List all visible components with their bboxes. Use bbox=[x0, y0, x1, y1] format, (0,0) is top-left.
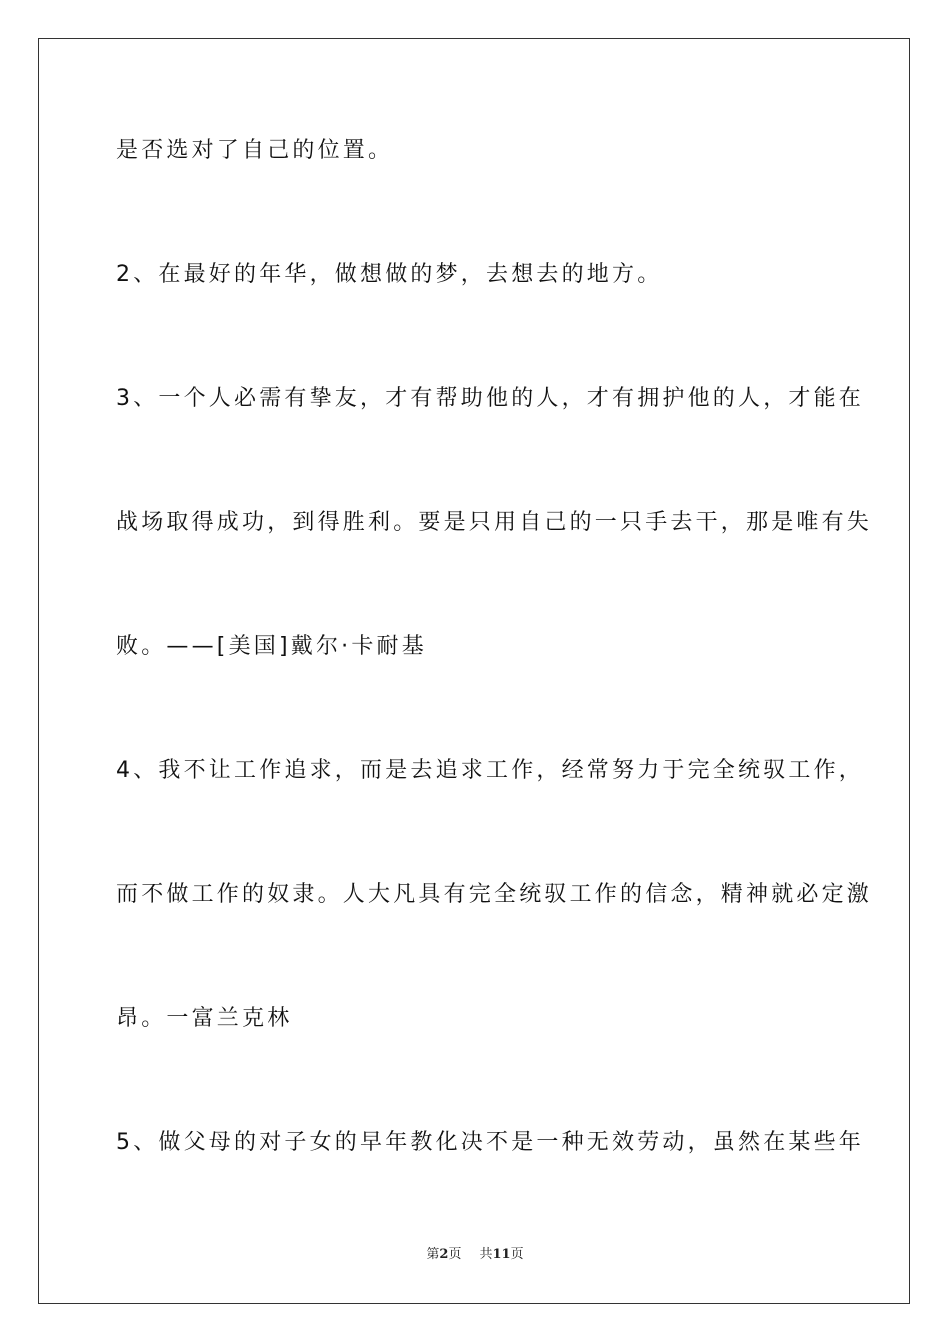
text-line: 败。——[美国]戴尔·卡耐基 bbox=[116, 634, 427, 659]
text-line: 昂。一富兰克林 bbox=[116, 1006, 293, 1031]
text-line: 而不做工作的奴隶。人大凡具有完全统驭工作的信念，精神就必定激 bbox=[116, 882, 873, 907]
page-footer bbox=[0, 1246, 950, 1264]
footer-total-suffix: 页 bbox=[510, 1247, 524, 1262]
text-line: 4、我不让工作追求，而是去追求工作，经常努力于完全统驭工作， bbox=[116, 758, 864, 783]
text-line: 5、做父母的对子女的早年教化决不是一种无效劳动，虽然在某些年 bbox=[116, 1130, 864, 1155]
footer-total-prefix: 共 bbox=[479, 1247, 493, 1262]
footer-page-number: 2 bbox=[439, 1247, 449, 1262]
footer-page-prefix: 第 bbox=[426, 1247, 440, 1262]
text-line: 战场取得成功，到得胜利。要是只用自己的一只手去干，那是唯有失 bbox=[116, 510, 873, 535]
footer-total-pages: 11 bbox=[492, 1247, 511, 1262]
text-line: 2、在最好的年华，做想做的梦，去想去的地方。 bbox=[116, 262, 663, 287]
page-border bbox=[38, 38, 910, 1304]
text-line: 是否选对了自己的位置。 bbox=[116, 138, 394, 163]
footer-page-suffix: 页 bbox=[448, 1247, 462, 1262]
text-line: 3、一个人必需有挚友，才有帮助他的人，才有拥护他的人，才能在 bbox=[116, 386, 864, 411]
